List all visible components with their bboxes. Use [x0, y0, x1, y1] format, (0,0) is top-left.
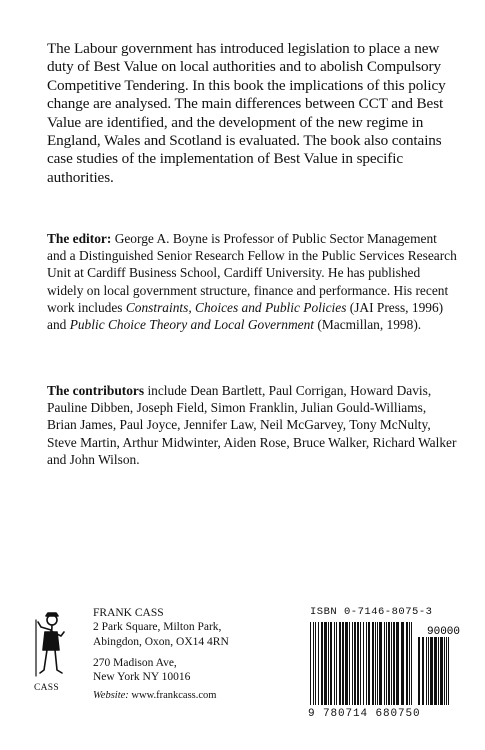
editor-book-2: Public Choice Theory and Local Government — [69, 317, 315, 333]
publisher-address-line-3: 270 Madison Ave, — [93, 656, 177, 669]
blurb-paragraph — [47, 40, 452, 187]
website-label: Website: — [93, 690, 129, 702]
editor-paragraph — [47, 230, 457, 333]
barcode-icon — [308, 622, 461, 705]
ean-number: 9 780714 680750 — [308, 708, 421, 720]
publisher-logo-icon — [30, 610, 70, 680]
editor-text-3: (Macmillan, 1998). — [314, 317, 422, 333]
website-url: www.frankcass.com — [131, 690, 217, 702]
publisher-address-line-4: New York NY 10016 — [93, 671, 191, 684]
editor-heading: The editor: — [47, 231, 112, 246]
contributors-heading: The contributors — [47, 383, 145, 398]
publisher-block — [93, 606, 293, 704]
editor-text-1: George A. Boyne is Professor of Public Sector Management and a Distinguished Senior Research Fellow in the Public Services Research Unit at Cardiff Business School, Cardiff University. He has published widely on local government structure, finance and performance. His recent work includes — [47, 231, 457, 315]
contributors-text: include Dean Bartlett, Paul Corrigan, Howard Davis, Pauline Dibben, Joseph Field, Simon Franklin, Julian Gould-Williams, Brian James, Paul Joyce, Jennifer Law, Neil McGarvey, Tony McNulty, Steve Martin, Arthur Midwinter, Aiden Rose, Bruce Walker, Richard Walker and John Wilson. — [47, 383, 457, 467]
publisher-address-line-1: 2 Park Square, Milton Park, — [93, 621, 222, 634]
isbn-text: ISBN 0-7146-8075-3 — [310, 606, 433, 618]
editor-text-2: (JAI Press, 1996) and — [47, 299, 444, 333]
contributors-paragraph — [47, 382, 457, 468]
publisher-website — [93, 689, 293, 703]
barcode-addon-text: 90000 — [427, 626, 461, 638]
blurb-text: The Labour government has introduced legislation to place a new duty of Best Value on local authorities and to abolish Compulsory Competitive Tendering. In this book the implications of this policy change are analysed. The main differences between CCT and Best Value are identified, and the development of the new regime in England, Wales and Scotland is evaluated. The book also contains case studies of the implementation of Best Value in specific authorities. — [47, 40, 446, 186]
publisher-logo-caption: CASS — [34, 683, 59, 693]
editor-book-1: Constraints, Choices and Public Policies — [125, 299, 347, 315]
publisher-address-line-2: Abingdon, Oxon, OX14 4RN — [93, 635, 229, 648]
publisher-name: FRANK CASS — [93, 607, 164, 619]
